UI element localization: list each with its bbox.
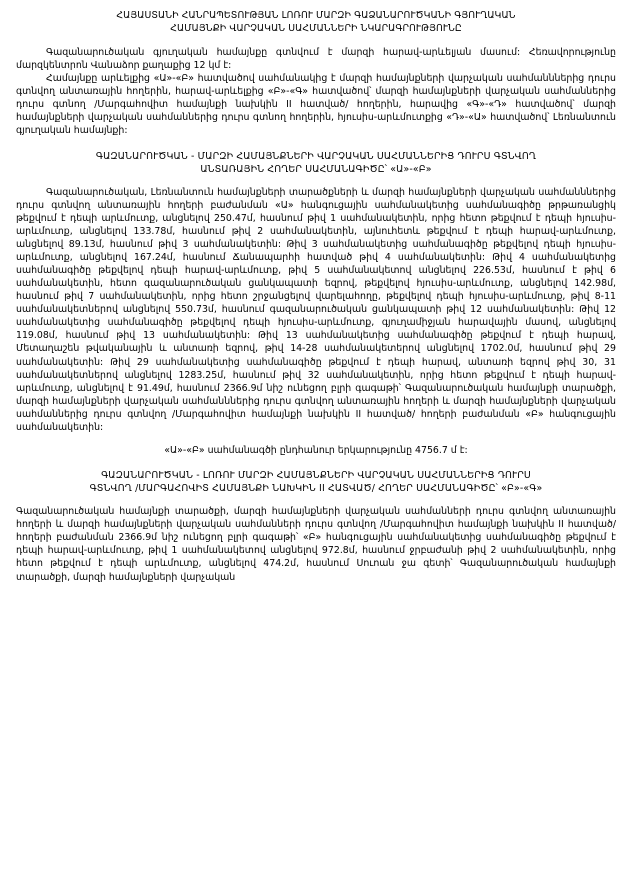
section-1-closing: «Ա»-«Բ» սահմանագծի ընդհանուր երկարությունը 4756.7 մ է:	[164, 444, 468, 456]
section-1-heading-line-2: ԱՆՏԱՌԱՅԻՆ ՀՈՂԵՐ ՍԱՀՄԱՆԱԳԻԾԸ՝ «Ա»-«Բ»	[200, 163, 432, 175]
section-1-heading-line-1: ԳԱԶԱՆԱՐՈՒԾԿԱՆ - ՄԱՐԶԻ ՀԱՄԱՅՆՔՆԵՐԻ ՎԱՐՉԱԿԱՆ ՍԱՀՄԱՆՆԵՐԻՑ ԴՈՒՐՍ ԳՏՆՎՈՂ	[95, 150, 537, 162]
spacer	[16, 138, 616, 150]
spacer	[16, 495, 616, 505]
section-1-heading	[16, 150, 616, 176]
intro-paragraph-1: Գազանարուծական գյուղական համայնքը գտնվում է մարզի հարավ-արևելյան մասում: Հեռավորությունը մարզկենտրոն Վանաձոր քաղաքից 12 կմ է:	[16, 47, 616, 72]
document-title-line-1: ՀԱՅԱՍՏԱՆԻ ՀԱՆՐԱՊԵՏՈՒԹՅԱՆ ԼՈՌՈՒ ՄԱՐԶԻ ԳԱՁԱՆԱՐՈՒԾԿԱՆԻ ԳՅՈՒՂԱԿԱՆ	[116, 10, 516, 21]
section-2-heading-line-2: ԳՏՆՎՈՂ /ՄԱՐԳԱՀՈՎԻՏ ՀԱՄԱՅՆՔԻ ՆԱԽԿԻՆ II ՀԱՏՎԱԾ/ ՀՈՂԵՐ ՍԱՀՄԱՆԱԳԻԾԸ՝ «Բ»-«Գ»	[89, 483, 543, 495]
spacer	[16, 176, 616, 186]
document-title	[22, 10, 610, 35]
spacer	[16, 434, 616, 444]
intro-paragraph-2: Համայնքը արևելքից «Ա»-«Բ» հատվածով սահմանակից է մարզի համայնքների վարչական սահմանններից դուրս գտնվող անտառային հողերին, հարավ-արևելքից «Բ»-«Գ» հատվածով՝ մարզի համայնքների վարչական սահմաններից դուրս գտնող /Մարգահովիտ համայնքի նախկին II հատված/ հողերին, հարավից «Գ»-«Դ» հատվածով՝ մարզի համայնքների վարչական սահմաններից դուրս գտնող հողերին, հյուսիս-արևմուտքից «Դ»-«Ա» հատվածով՝ Լեռնանտուն գյուղական համայնքի:	[16, 73, 616, 137]
section-2-heading	[16, 469, 616, 495]
spacer	[16, 457, 616, 469]
section-2-body: Գազանարուծական համայնքի տարածքի, մարզի համայնքների վարչական սահմանների դուրս գտնվող անտառային հողերի և մարզի համայնքների վարչական սահմանների դուրս գտնվող /Մարգահովիտ համայնքի նախկին II հատված/ հողերի բաժանման 2366.9մ նիշ ունեցող բլրի գագաթի՝ «Բ» հանգուցային սահմանակետից սահմանագիծը թեքվում է դեպի հարավ-արևմուտք, թիվ 1 սահմանակետով անցնելով 972.8մ, հասնում ջրբաժանի թիվ 2 սահմանակետին, որից հետո թեքվում է դեպի արևմուտք, անցնելով 474.2մ, հասնում Սուոան ջա գետի՝ Գազանարուծական համայնքի տարածքի, մարզի համայնքների վարչական	[16, 506, 616, 583]
section-2-heading-line-1: ԳԱԶԱՆԱՐՈՒԾԿԱՆ - ԼՈՌՈՒ ՄԱՐԶԻ ՀԱՄԱՅՆՔՆԵՐԻ ՎԱՐՉԱԿԱՆ ՍԱՀՄԱՆՆԵՐԻՑ ԴՈՒՐՍ	[101, 469, 531, 481]
section-1-body: Գազանարուծական, Լեռնանտուն համայնքների տարածքների և մարզի համայնքների վարչական սահմանններից դուրս գտնվող անտառային հողերի բաժանման «Ա» հանգուցային սահմանակետից սահմանագիծը թրթառանցիկ թեքվում է դեպի արևմուտք, անցնելով 250.47մ, հասնում թիվ 1 սահմանակետին, որից հետո թեքվում է դեպի հյուսիս-արևմուտք, անցնելով 133.78մ, հասնում թիվ 2 սահմանակետին, այնուհետև թեքվում է դեպի հարավ-արևմուտք, անցնելով 89.13մ, հասնում թիվ 3 սահմանակետին: Թիվ 3 սահմանակետից սահմանագիծը թեքվելով դեպի հյուսիս-արևմուտք, անցնելով 167.24մ, հասնում Ճանապարհի հատված թիվ 4 սահմանակետին: Թիվ 4 սահմանակետից սահմանագիծը թեքվելով դեպի հարավ-արևմուտք, թիվ 5 սահմանակետով անցնելով 226.53մ, հասնում է թիվ 6 սահմանակետին, հետո գազանարուծական ցանկապատի եզրով, թեքվելով հյուսիս-արևմուտք, անցնելով 142.98մ, հասնում թիվ 7 սահմանակետին, որից հետո շրջանցելով վարելահողը, թեքվելով դեպի հյուսիս-արևմուտք, թիվ 8-11 սահմանակետներով անցնելով 550.73մ, հասնում գազանարուծական ցանկապատի թիվ 12 սահմանակետին: Թիվ 12 սահմանակետից սահմանագիծը թեքվելով դեպի հյուսիս-արևմուտք, գյուղամիջյան հարավային մասով, անցնելով 119.08մ, հասնում թիվ 13 սահմանակետին: Թիվ 13 սահմանակետից սահմանագիծը թեքվում է դեպի հարավ, Մետաղաշեն թվականային և անտառի եզրով, թիվ 14-28 սահմանակետերով անցնելով 1702.0մ, հասնում թիվ 29 սահմանակետին: Թիվ 29 սահմանակետից սահմանագիծը թեքվում է դեպի հարավ, անտառի եզրով թիվ 30, 31 սահմանակետներով անցնելով 1283.25մ, հասնում թիվ 32 սահմանակետին, որից հետո թեքվում է դեպի հարավ-արևմուտք, անցնելով է 91.49մ, հասնում 2366.9մ նիշ ունեցող բլրի գագաթի՝ Գազանարուծական համայնքի տարածքի, մարզի համայնքների վարչական սահմանններից դուրս գտնվող անտառային հողերի և մարզի համայնքների վարչական սահմաններից դուրս գտնվող /Մարգահովիտ համայնքի նախկին II հատված/ հողերի բաժանման «Բ» հանգուցային սահմանակետին:	[16, 186, 616, 433]
document-title-line-2: ՀԱՄԱՅՆՔԻ ՎԱՐՉԱԿԱՆ ՍԱՀՄԱՆՆԵՐԻ ՆԿԱՐԱԳՐՈՒԹՅՈՒՆԸ	[170, 22, 462, 34]
